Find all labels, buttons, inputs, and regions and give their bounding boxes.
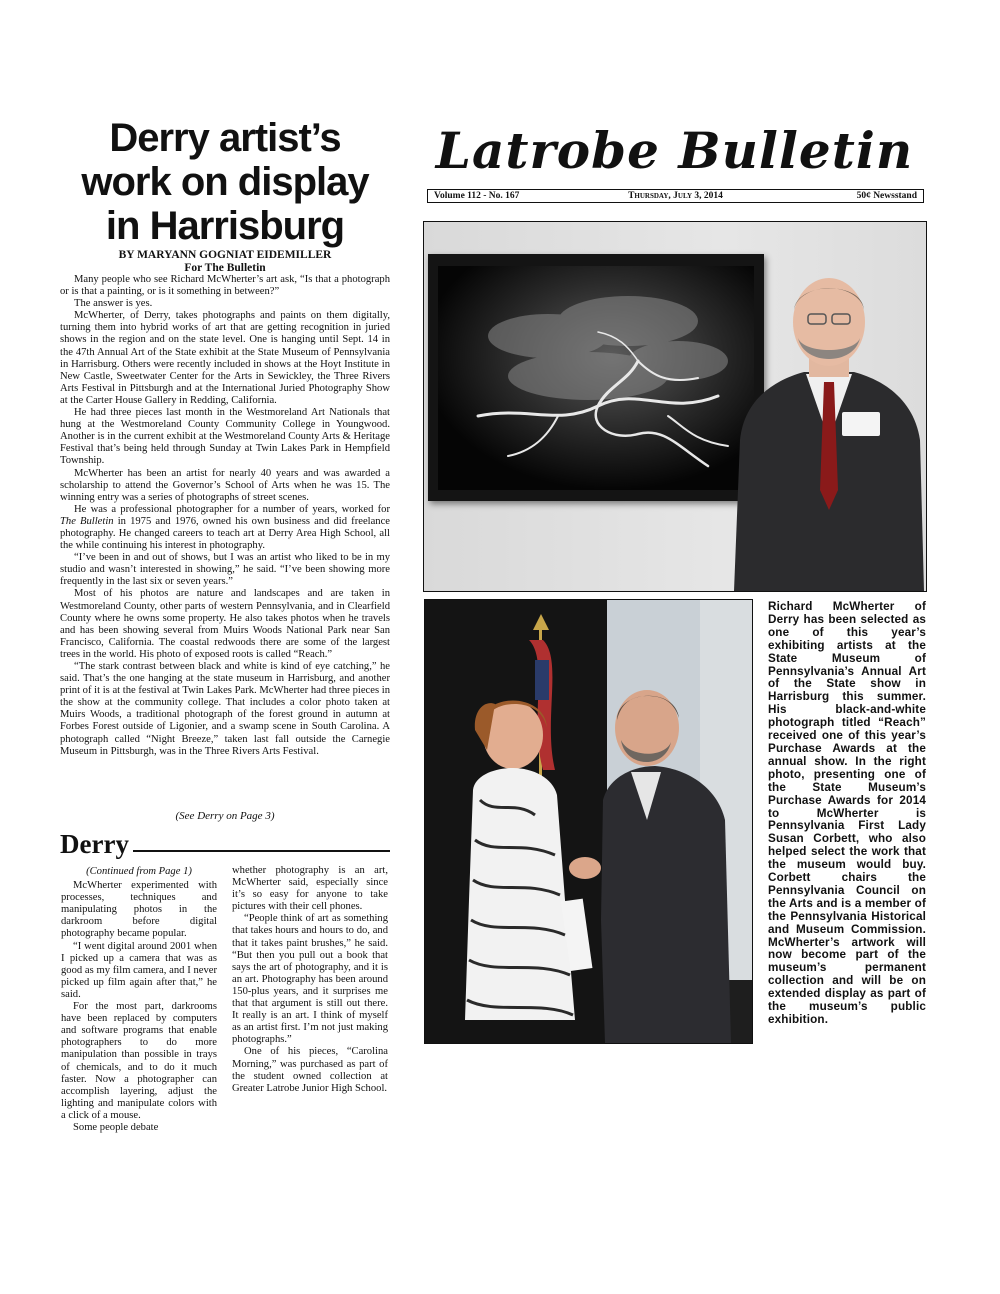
byline-author: BY MARYANN GOGNIAT EIDEMILLER xyxy=(118,249,332,261)
story-paragraph: Many people who see Richard McWherter’s art ask, “Is that a photograph or is that a painting, or is it something in between?” xyxy=(60,274,390,298)
headline-line-3: in Harrisburg xyxy=(105,204,345,248)
jump-paragraph: For the most part, darkrooms have been replaced by computers and software programs that enable photographers to do more manipulation than possible in trays of chemicals, and to do it much faster. Now a photographer can accomplish layering, adjust the lighting and manipulate colors with a click of a mouse. xyxy=(61,1001,217,1121)
jump-column-2 xyxy=(232,865,388,1095)
jump-paragraph: whether photography is an art, McWherter said, especially since it’s so easy for anyone to take pictures with their cell phones. xyxy=(232,865,388,913)
folio-line xyxy=(427,189,924,203)
story-body xyxy=(60,274,390,758)
byline xyxy=(60,249,390,275)
artist-portrait xyxy=(734,270,924,591)
photo-award-presentation xyxy=(424,599,753,1044)
story-paragraph: He had three pieces last month in the Westmoreland Art Nationals that hung at the Westmoreland County Community College in Youngwood. Another is in the current exhibit at the Westmoreland County Arts & Heritage Festival that’s being held through Sunday at Twin Lakes Park in Hempfield Township. xyxy=(60,407,390,467)
newsstand-price: 50¢ Newsstand xyxy=(856,191,917,201)
photo-caption: Richard McWherter of Derry has been selected as one of this year’s exhibiting artists at the State Museum of Pennsylvania’s Annual Art of the State show in Harrisburg this summer. His black-and-white photograph titled “Reach” received one of this year’s Purchase Awards at the annual show. In the right photo, presenting one of the State Museum’s Purchase Awards for 2014 to McWherter is Pennsylvania First Lady Susan Corbett, who also helped select the work that the museum would buy. Corbett chairs the Pennsylvania Council on the Arts and is a member of the Pennsylvania Historical and Museum Commission. McWherter’s artwork will now become part of the museum’s permanent collection and will be on extended display as part of the museum’s public exhibition. xyxy=(768,600,926,1026)
story-paragraph: McWherter, of Derry, takes photographs and paints on them digitally, turning them into hybrid works of art that are getting recognition in juried shows in the region and on the state level. One is hanging until Sept. 14 in the 47th Annual Art of the State exhibit at the State Museum of Pennsylvania in Harrisburg. Others were recently included in shows at the Hoyt Institute in New Castle, Sweetwater Center for the Arts in Sewickley, the Three Rivers Arts Festival in Pittsburgh and at the International Juried Photography Show at the Carter House Gallery in Redding, California. xyxy=(60,310,390,406)
jump-heading xyxy=(60,828,390,860)
story-paragraph: “I’ve been in and out of shows, but I was an artist who liked to be in my studio and wasn’t interested in showing,” he said. “I’ve been showing more frequently in the last six or seven years.” xyxy=(60,552,390,588)
jump-reference: (See Derry on Page 3) xyxy=(175,810,275,822)
story-text: He was a professional photographer for a number of years, worked for xyxy=(74,503,390,515)
story-paragraph: “The stark contrast between black and white is kind of eye catching,” he said. That’s the one hanging at the state museum in Harrisburg, and another print of it is at the festival at Twin Lakes Park. McWherter had three pieces in the show at the community college. That includes a color photo taken at Muirs Woods, a traditional photograph of the forest ground in autumn at Forbes Forest outside of Ligonier, and a swamp scene in South Carolina. A photograph called “Night Breeze,” taken last fall outside the Carnegie Museum in Pittsburgh, was in the Three Rivers Arts Festival. xyxy=(60,661,390,757)
headline-line-2: work on display xyxy=(81,160,369,204)
continued-from-line: (Continued from Page 1) xyxy=(86,866,192,877)
byline-source: For The Bulletin xyxy=(184,262,266,274)
roots-photograph xyxy=(438,266,754,490)
jump-column-1 xyxy=(61,866,217,1134)
story-text: in 1975 and 1976, owned his own business and did freelance photography. He changed careers to teach art at Derry Area High School, all the while continuing his interest in photography. xyxy=(60,515,390,552)
jump-paragraph: One of his pieces, “Carolina Morning,” was purchased as part of the student owned collection at Greater Latrobe Junior High School. xyxy=(232,1046,388,1094)
jump-paragraph: McWherter experimented with processes, techniques and manipulating photos in the darkroom before digital photography became popular. xyxy=(61,880,217,940)
jump-paragraph: “I went digital around 2001 when I picked up a camera that was as good as my film camera, and I never picked up film again after that,” he said. xyxy=(61,940,217,1000)
story-paragraph xyxy=(60,504,390,552)
masthead-title: Latrobe Bulletin xyxy=(435,121,914,180)
presentation-scene xyxy=(425,600,752,1043)
story-paragraph: The answer is yes. xyxy=(74,298,153,310)
story-paragraph: Most of his photos are nature and landscapes and are taken in Westmoreland County, other parts of western Pennsylvania, and in Clearfield County where he owns some property. He also takes photos when he travels and has been showing several from Muirs Woods National Park near San Francisco, California. The coastal redwoods there are some of the largest trees in the world. His photo of exposed roots is called “Reach.” xyxy=(60,588,390,660)
jump-paragraph: “People think of art as something that takes hours and hours to do, and that it takes paint brushes,” he said. “But then you pull out a book that says the art of photography, and it is an art. Photography has been around 150-plus years, and it surprises me that that argument is still out there. It really is an art. I think of myself as an artist first. I’m not just making photographs.” xyxy=(232,913,388,1046)
jump-heading-word: Derry xyxy=(60,829,129,859)
volume-number: Volume 112 - No. 167 xyxy=(434,191,520,201)
jump-paragraph: Some people debate xyxy=(73,1121,159,1133)
story-paragraph: McWherter has been an artist for nearly 40 years and was awarded a scholarship to attend the Governor’s School of Arts when he was 15. The winning entry was a series of photographs of street scenes. xyxy=(60,467,390,503)
framed-print xyxy=(428,254,764,501)
headline-line-1: Derry artist’s xyxy=(109,116,341,160)
headline xyxy=(60,116,390,248)
issue-date: Thursday, July 3, 2014 xyxy=(628,191,723,201)
story-publication-name: The Bulletin xyxy=(60,515,114,527)
jump-heading-rule xyxy=(133,850,390,852)
photo-artist-with-print xyxy=(423,221,927,592)
